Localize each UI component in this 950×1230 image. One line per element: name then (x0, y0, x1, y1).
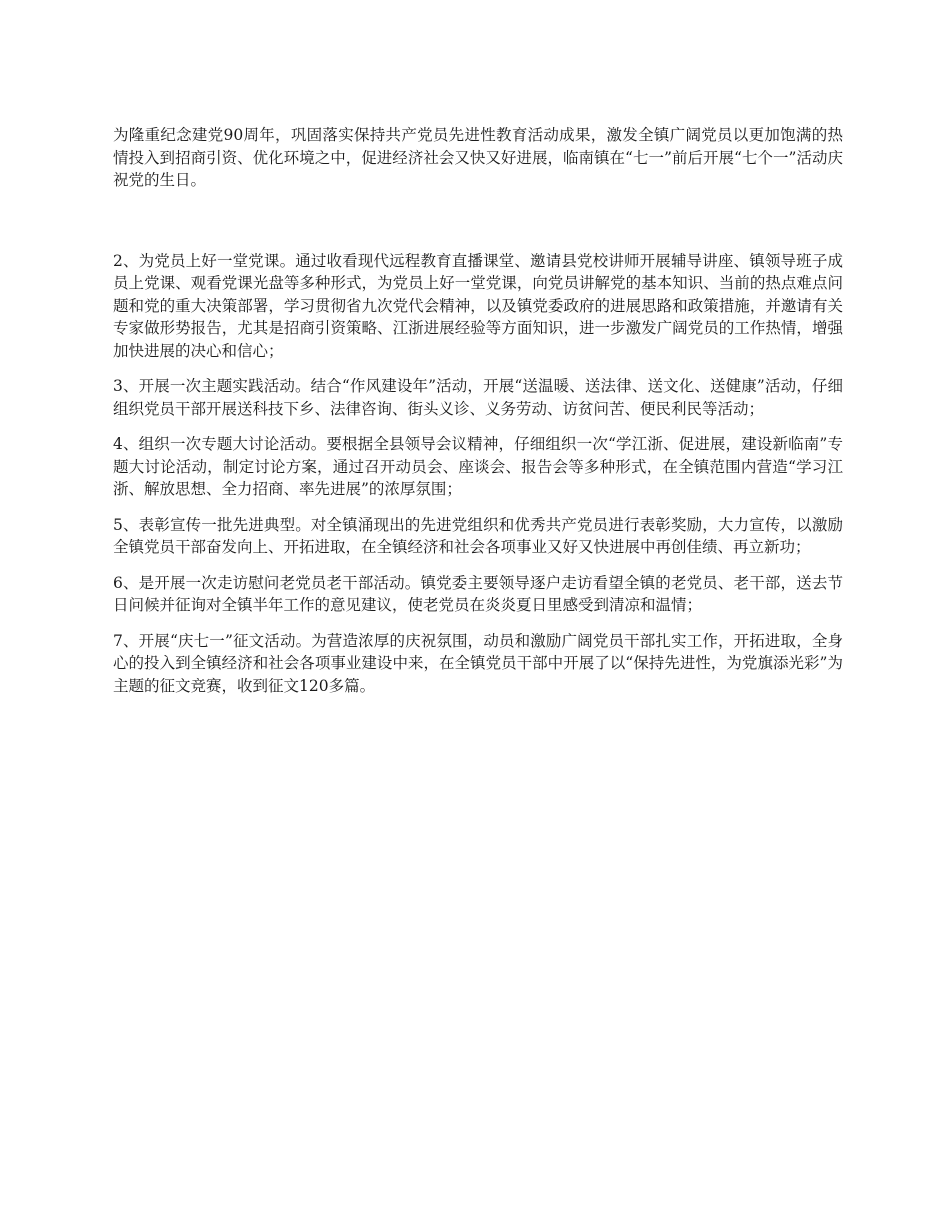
item-paragraph-6: 6、是开展一次走访慰问老党员老干部活动。镇党委主要领导逐户走访看望全镇的老党员、老干部，送去节日问候并征询对全镇半年工作的意见建议，使老党员在炎炎夏日里感受到清凉和温情； (113, 573, 843, 614)
item-paragraph-7: 7、开展“庆七一”征文活动。为营造浓厚的庆祝氛围，动员和激励广阔党员干部扎实工作，开拓进取，全身心的投入到全镇经济和社会各项事业建设中来，在全镇党员干部中开展了以“保持先进性，为党旗添光彩”为主题的征文竞赛，收到征文120多篇。 (113, 631, 843, 695)
intro-paragraph: 为隆重纪念建党90周年，巩固落实保持共产党员先进性教育活动成果，激发全镇广阔党员以更加饱满的热情投入到招商引资、优化环境之中，促进经济社会又快又好进展，临南镇在“七一”前后开展“七个一”活动庆祝党的生日。 (113, 126, 843, 189)
item-paragraph-2: 2、为党员上好一堂党课。通过收看现代远程教育直播课堂、邀请县党校讲师开展辅导讲座、镇领导班子成员上党课、观看党课光盘等多种形式，为党员上好一堂党课，向党员讲解党的基本知识、当前的热点难点问题和党的重大决策部署，学习贯彻省九次党代会精神，以及镇党委政府的进展思路和政策措施，并邀请有关专家做形势报告，尤其是招商引资策略、江浙进展经验等方面知识，进一步激发广阔党员的工作热情，增强加快进展的决心和信心； (113, 251, 843, 360)
item-paragraph-3: 3、开展一次主题实践活动。结合“作风建设年”活动，开展“送温暖、送法律、送文化、送健康”活动，仔细组织党员干部开展送科技下乡、法律咨询、街头义诊、义务劳动、访贫问苦、便民利民等活动； (113, 377, 843, 418)
item-paragraph-5: 5、表彰宣传一批先进典型。对全镇涌现出的先进党组织和优秀共产党员进行表彰奖励，大力宣传，以激励全镇党员干部奋发向上、开拓进取，在全镇经济和社会各项事业又好又快进展中再创佳绩、再立新功； (113, 515, 843, 556)
document-body (113, 124, 843, 710)
item-paragraph-4: 4、组织一次专题大讨论活动。要根据全县领导会议精神，仔细组织一次“学江浙、促进展，建设新临南”专题大讨论活动，制定讨论方案，通过召开动员会、座谈会、报告会等多种形式，在全镇范围内营造“学习江浙、解放思想、全力招商、率先进展”的浓厚氛围； (113, 435, 843, 498)
